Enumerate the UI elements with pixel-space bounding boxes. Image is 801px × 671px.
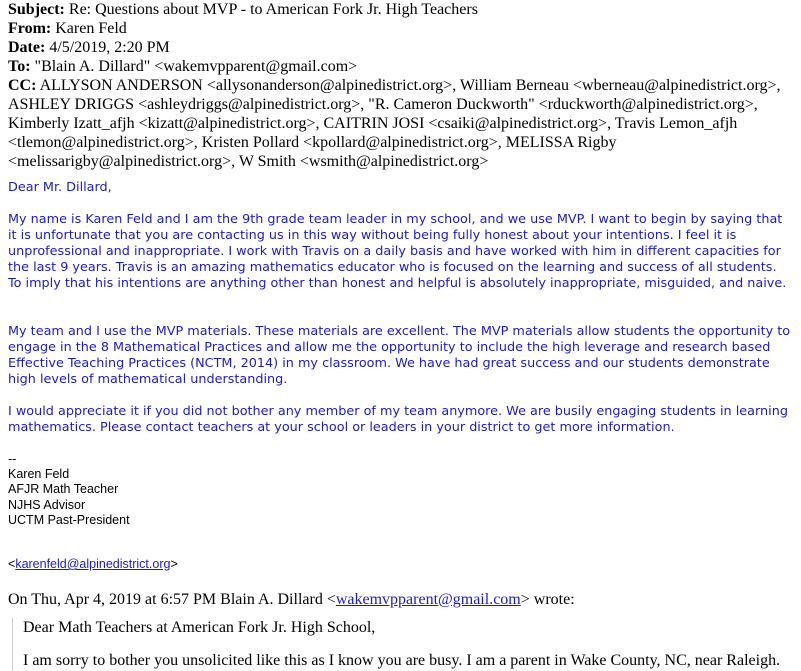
cc-line: <melissarigby@alpinedistrict.org>, W Smith <wsmith@alpinedistrict.org>: [8, 153, 489, 170]
paragraph-text: My team and I use the MVP materials. These materials are excellent. The MVP materials allow students the opportunity to engage in the 8 Mathematical Practices and allow me the opportunity to include the high leverage and research based Effective Teaching Practices (NCTM, 2014) in my classroom. We have had great success and our students demonstrate high levels of mathematical understanding.: [8, 324, 791, 387]
body-paragraph-2: [8, 324, 794, 388]
to-row: [8, 57, 798, 76]
subject-label: Subject:: [8, 1, 65, 18]
cc-line: ALLYSON ANDERSON <allysonanderson@alpinedistrict.org>, William Berneau <wberneau@alpinedistrict.org>,: [39, 77, 781, 94]
greeting: [8, 180, 794, 196]
greeting-text: Dear Mr. Dillard,: [8, 180, 112, 195]
bracket: >: [170, 557, 178, 571]
to-value: "Blain A. Dillard" <wakemvpparent@gmail.com>: [34, 58, 358, 75]
cc-label: CC:: [8, 77, 37, 94]
quoted-line: I am sorry to bother you unsolicited like this as I know you are busy. I am a parent in Wake County, NC, near Raleigh.: [23, 652, 781, 669]
from-row: [8, 19, 798, 38]
signature-name: Karen Feld: [8, 467, 70, 482]
email-headers: [8, 0, 798, 171]
attribution-prefix: On Thu, Apr 4, 2019 at 6:57 PM Blain A. Dillard <: [8, 591, 336, 608]
paragraph-text: My name is Karen Feld and I am the 9th grade team leader in my school, and we use MVP. I want to begin by saying that it is unfortunate that you are contacting us in this way without being fully honest about your intentions. I feel it is unprofessional and inappropriate. I work with Travis on a daily basis and have worked with him in different capacities for the last 9 years. Travis is an amazing mathematics educator who is focused on the learning and success of all students. To imply that his intentions are anything other than honest and helpful is absolutely inappropriate, misguided, and naive.: [8, 212, 787, 291]
quoted-message: [12, 618, 801, 671]
date-value: 4/5/2019, 2:20 PM: [49, 39, 170, 56]
cc-line: <tlemon@alpinedistrict.org>, Kristen Pollard <kpollard@alpinedistrict.org>, MELISSA Rigby: [8, 134, 617, 151]
sender-email-link[interactable]: wakemvpparent@gmail.com: [335, 591, 521, 608]
bracket: <: [8, 557, 16, 571]
signature-title: AFJR Math Teacher: [8, 482, 119, 497]
subject-value: Re: Questions about MVP - to American Fork Jr. High Teachers: [68, 1, 478, 18]
signature-title: UCTM Past-President: [8, 512, 130, 527]
from-value: Karen Feld: [55, 20, 127, 37]
cc-row: [8, 76, 798, 95]
to-label: To:: [8, 58, 31, 75]
signature-email: [8, 556, 178, 572]
attribution-suffix: > wrote:: [520, 591, 575, 608]
signature-separator: --: [8, 452, 17, 466]
quoted-greeting: Dear Math Teachers at American Fork Jr. High School,: [23, 619, 376, 636]
signature-block: [8, 452, 130, 528]
date-label: Date:: [8, 39, 46, 56]
signature-title: NJHS Advisor: [8, 497, 86, 512]
cc-line: ASHLEY DRIGGS <ashleydriggs@alpinedistrict.org>, "R. Cameron Duckworth" <rduckworth@alpinedistrict.org>,: [8, 96, 758, 113]
cc-line: Kimberly Izatt_afjh <kizatt@alpinedistrict.org>, CAITRIN JOSI <csaiki@alpinedistrict.org>, Travis Lemon_afjh: [8, 115, 738, 132]
body-paragraph-3: [8, 404, 794, 436]
signature-email-link[interactable]: karenfeld@alpinedistrict.org: [15, 557, 171, 571]
reply-attribution: [8, 590, 575, 609]
subject-row: [8, 0, 798, 19]
paragraph-text: I would appreciate it if you did not bother any member of my team anymore. We are busily engaging students in learning mathematics. Please contact teachers at your school or leaders in your district to get more information.: [8, 404, 788, 435]
date-row: [8, 38, 798, 57]
quoted-spacer: [23, 637, 801, 651]
body-paragraph-1: [8, 212, 794, 292]
from-label: From:: [8, 20, 52, 37]
